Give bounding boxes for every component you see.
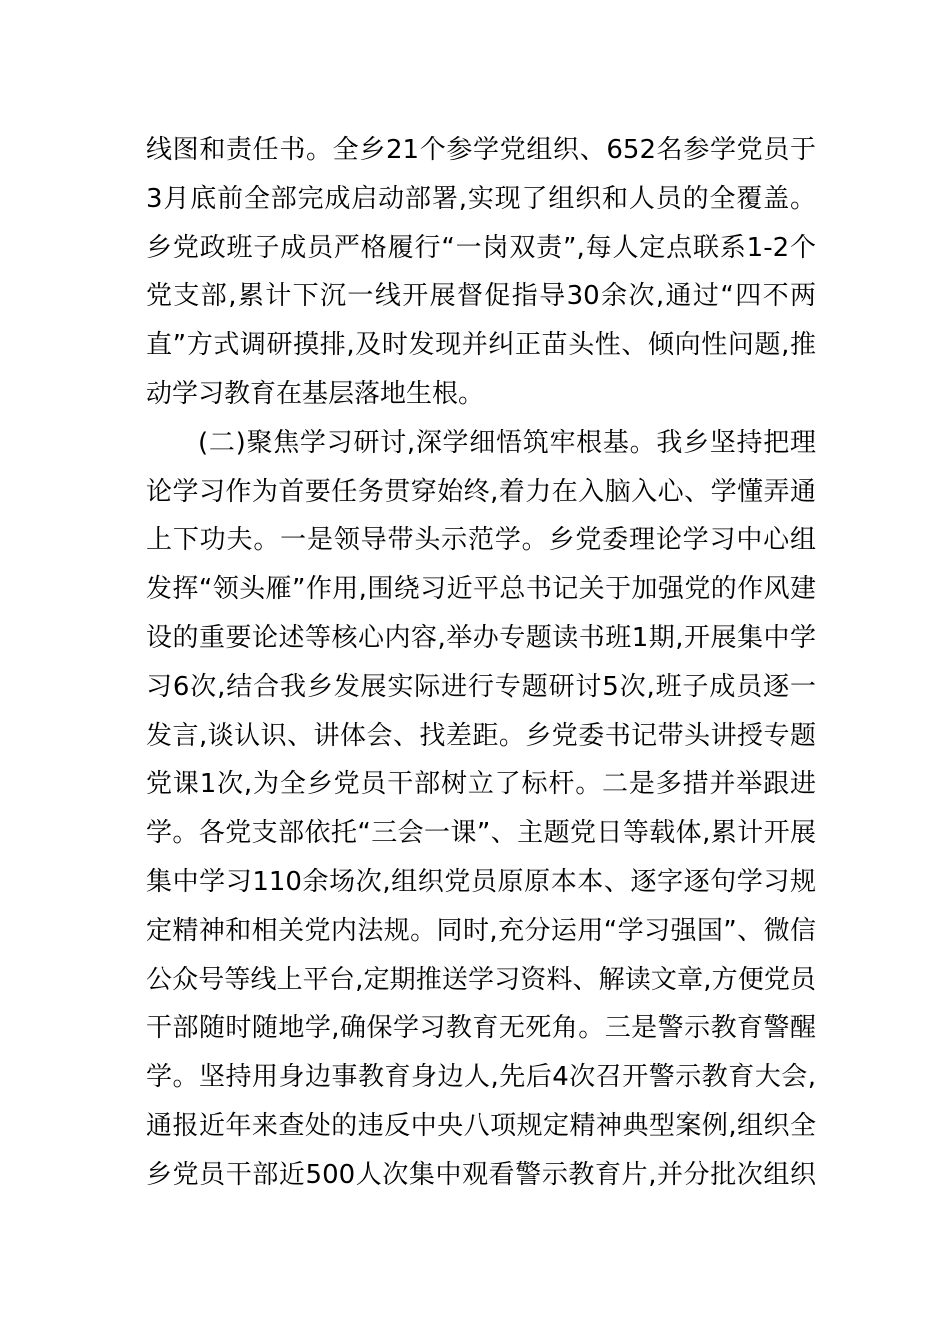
text-line: 论学习作为首要任务贯穿始终,着力在入脑入心、学懂弄通 bbox=[146, 476, 816, 507]
text-line: 学。各党支部依托“三会一课”、主题党日等载体,累计开展 bbox=[146, 818, 816, 849]
text-line: 乡党政班子成员严格履行“一岗双责”,每人定点联系1-2个 bbox=[146, 232, 816, 263]
text-line: 设的重要论述等核心内容,举办专题读书班1期,开展集中学 bbox=[146, 622, 816, 653]
text-line: 习6次,结合我乡发展实际进行专题研讨5次,班子成员逐一 bbox=[146, 671, 816, 702]
text-line: 动学习教育在基层落地生根。 bbox=[146, 378, 485, 409]
text-line: 集中学习110余场次,组织党员原原本本、逐字逐句学习规 bbox=[146, 866, 816, 897]
body-text bbox=[146, 126, 816, 1200]
text-line: 上下功夫。一是领导带头示范学。乡党委理论学习中心组 bbox=[146, 525, 816, 556]
text-line: 公众号等线上平台,定期推送学习资料、解读文章,方便党员 bbox=[146, 964, 816, 995]
text-line: 通报近年来查处的违反中央八项规定精神典型案例,组织全 bbox=[146, 1110, 816, 1141]
text-line: 干部随时随地学,确保学习教育无死角。三是警示教育警醒 bbox=[146, 1013, 816, 1044]
text-line: 党课1次,为全乡党员干部树立了标杆。二是多措并举跟进 bbox=[146, 769, 816, 800]
text-line: 发挥“领头雁”作用,围绕习近平总书记关于加强党的作风建 bbox=[146, 574, 816, 605]
text-line: 线图和责任书。全乡21个参学党组织、652名参学党员于 bbox=[146, 135, 816, 165]
text-line: 学。坚持用身边事教育身边人,先后4次召开警示教育大会, bbox=[146, 1062, 816, 1093]
text-line: 定精神和相关党内法规。同时,充分运用“学习强国”、微信 bbox=[146, 915, 816, 946]
paragraph-heading-line: (二)聚焦学习研讨,深学细悟筑牢根基。我乡坚持把理 bbox=[198, 427, 816, 458]
text-line: 乡党员干部近500人次集中观看警示教育片,并分批次组织 bbox=[146, 1159, 816, 1190]
text-line: 3月底前全部完成启动部署,实现了组织和人员的全覆盖。 bbox=[146, 183, 816, 214]
text-line: 发言,谈认识、讲体会、找差距。乡党委书记带头讲授专题 bbox=[146, 720, 816, 751]
text-line: 直”方式调研摸排,及时发现并纠正苗头性、倾向性问题,推 bbox=[146, 330, 816, 361]
text-line: 党支部,累计下沉一线开展督促指导30余次,通过“四不两 bbox=[146, 281, 816, 312]
